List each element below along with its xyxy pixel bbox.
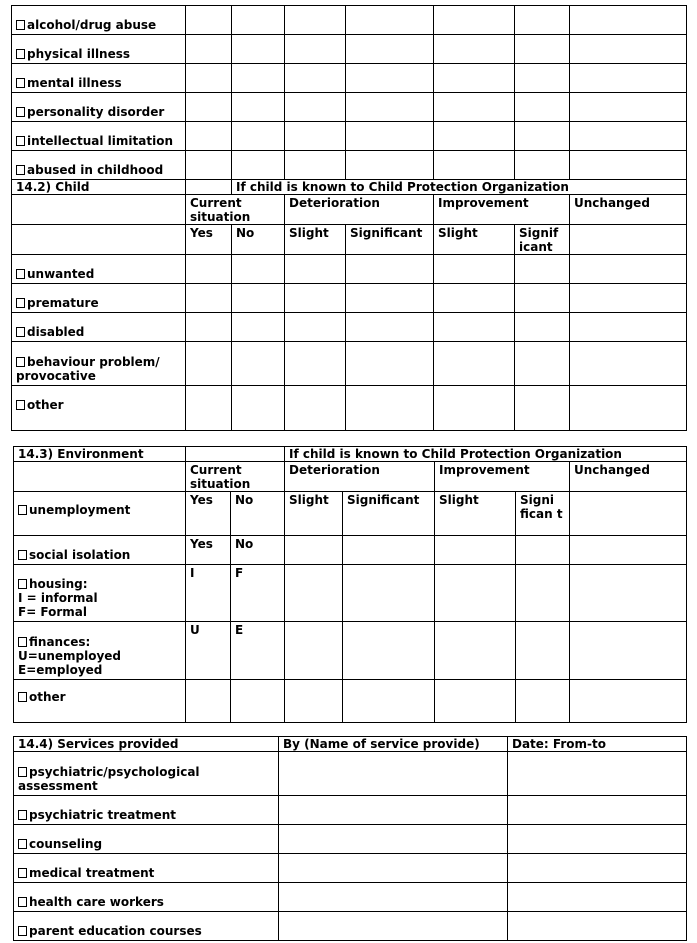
option-formal[interactable]: F: [231, 565, 285, 622]
table-row: [12, 255, 687, 284]
checkbox-icon[interactable]: [16, 269, 25, 279]
service-provider-cell[interactable]: [279, 854, 508, 883]
checkbox-icon[interactable]: [16, 298, 25, 308]
section-title: 14.4) Services provided: [14, 737, 279, 752]
row-label[interactable]: physical illness: [12, 35, 186, 64]
row-label[interactable]: finances: U=unemployed E=employed: [14, 622, 186, 680]
column-header: No: [231, 492, 285, 536]
option-unemployed[interactable]: U: [186, 622, 231, 680]
table-row: [14, 680, 687, 723]
table-row: [14, 825, 687, 854]
column-header: Slight: [285, 492, 343, 536]
table-row: [14, 462, 687, 492]
column-header: Slight: [435, 492, 516, 536]
checkbox-icon[interactable]: [18, 505, 27, 515]
table-row: [12, 284, 687, 313]
service-provider-cell[interactable]: [279, 796, 508, 825]
section-banner: If child is known to Child Protection Organization: [232, 180, 687, 195]
checkbox-icon[interactable]: [16, 165, 25, 175]
column-header: No: [232, 225, 285, 255]
row-label[interactable]: mental illness: [12, 64, 186, 93]
row-label[interactable]: psychiatric/psychological assessment: [14, 752, 279, 796]
group-header: Improvement: [434, 195, 570, 225]
checkbox-icon[interactable]: [18, 868, 27, 878]
checkbox-icon[interactable]: [16, 78, 25, 88]
checkbox-icon[interactable]: [16, 107, 25, 117]
table-row: [12, 313, 687, 342]
group-header: Improvement: [435, 462, 570, 492]
column-header: Slight: [285, 225, 346, 255]
table-row: [12, 342, 687, 386]
group-header: Current situation: [186, 195, 285, 225]
table-row: [14, 854, 687, 883]
checkbox-icon[interactable]: [16, 136, 25, 146]
option-employed[interactable]: E: [231, 622, 285, 680]
column-header: Significant: [346, 225, 434, 255]
group-header: Deterioration: [285, 195, 434, 225]
table-row: [12, 225, 687, 255]
checkbox-icon[interactable]: [18, 810, 27, 820]
table-row: [12, 93, 687, 122]
group-header: Current situation: [186, 462, 285, 492]
checkbox-icon[interactable]: [16, 20, 25, 30]
table-row: [14, 796, 687, 825]
row-label[interactable]: other: [14, 680, 186, 723]
service-provider-cell[interactable]: [279, 883, 508, 912]
service-date-cell[interactable]: [508, 912, 687, 941]
table-row: [14, 447, 687, 462]
column-header: Signi fican t: [516, 492, 570, 536]
column-header: By (Name of service provide): [279, 737, 508, 752]
column-header: Slight: [434, 225, 515, 255]
table-row: [12, 386, 687, 431]
table-row: [12, 195, 687, 225]
section-title: 14.2) Child: [12, 180, 186, 195]
row-label[interactable]: housing: I = informal F= Formal: [14, 565, 186, 622]
row-label[interactable]: medical treatment: [14, 854, 279, 883]
checkbox-icon[interactable]: [16, 49, 25, 59]
table-row: [14, 752, 687, 796]
row-label[interactable]: intellectual limitation: [12, 122, 186, 151]
row-label[interactable]: other: [12, 386, 186, 431]
service-provider-cell[interactable]: [279, 752, 508, 796]
column-header: Yes: [186, 492, 231, 536]
group-header: Unchanged: [570, 195, 687, 225]
option-informal[interactable]: I: [186, 565, 231, 622]
row-label[interactable]: disabled: [12, 313, 186, 342]
option-yes[interactable]: Yes: [186, 536, 231, 565]
table-row: [14, 536, 687, 565]
row-label[interactable]: counseling: [14, 825, 279, 854]
checkbox-icon[interactable]: [18, 692, 27, 702]
checkbox-icon[interactable]: [16, 357, 25, 367]
checkbox-icon[interactable]: [18, 839, 27, 849]
service-date-cell[interactable]: [508, 825, 687, 854]
checkbox-icon[interactable]: [18, 926, 27, 936]
row-label[interactable]: parent education courses: [14, 912, 279, 941]
service-provider-cell[interactable]: [279, 912, 508, 941]
table-row: [14, 565, 687, 622]
table-row: [12, 35, 687, 64]
row-label[interactable]: health care workers: [14, 883, 279, 912]
group-header: Unchanged: [570, 462, 687, 492]
table-row: [12, 122, 687, 151]
checkbox-icon[interactable]: [16, 327, 25, 337]
option-no[interactable]: No: [231, 536, 285, 565]
group-header: Deterioration: [285, 462, 435, 492]
row-label[interactable]: abused in childhood: [12, 151, 186, 180]
row-label[interactable]: social isolation: [14, 536, 186, 565]
risk-factor-table: [11, 5, 687, 431]
services-table: [13, 736, 687, 941]
column-header: Yes: [186, 225, 232, 255]
row-label[interactable]: behaviour problem/ provocative: [12, 342, 186, 386]
table-row: [12, 6, 687, 35]
checkbox-icon[interactable]: [16, 400, 25, 410]
column-header: Signif icant: [515, 225, 570, 255]
service-date-cell[interactable]: [508, 854, 687, 883]
checkbox-icon[interactable]: [18, 637, 27, 647]
checkbox-icon[interactable]: [18, 767, 27, 777]
row-label[interactable]: psychiatric treatment: [14, 796, 279, 825]
checkbox-icon[interactable]: [18, 550, 27, 560]
table-row: [12, 151, 687, 180]
row-label[interactable]: premature: [12, 284, 186, 313]
service-provider-cell[interactable]: [279, 825, 508, 854]
table-row: [14, 622, 687, 680]
row-label[interactable]: alcohol/drug abuse: [12, 6, 186, 35]
service-date-cell[interactable]: [508, 796, 687, 825]
service-date-cell[interactable]: [508, 883, 687, 912]
table-row: [12, 180, 687, 195]
environment-table: [13, 446, 687, 723]
table-row: [14, 737, 687, 752]
column-header: Significant: [343, 492, 435, 536]
section-title: 14.3) Environment: [14, 447, 186, 462]
table-row: [14, 912, 687, 941]
service-date-cell[interactable]: [508, 752, 687, 796]
column-header: Date: From-to: [508, 737, 687, 752]
table-row: [14, 492, 687, 536]
checkbox-icon[interactable]: [18, 897, 27, 907]
table-row: [12, 64, 687, 93]
row-label[interactable]: unemployment: [14, 492, 186, 536]
row-label[interactable]: personality disorder: [12, 93, 186, 122]
row-label[interactable]: unwanted: [12, 255, 186, 284]
section-banner: If child is known to Child Protection Organization: [285, 447, 687, 462]
checkbox-icon[interactable]: [18, 579, 27, 589]
table-row: [14, 883, 687, 912]
